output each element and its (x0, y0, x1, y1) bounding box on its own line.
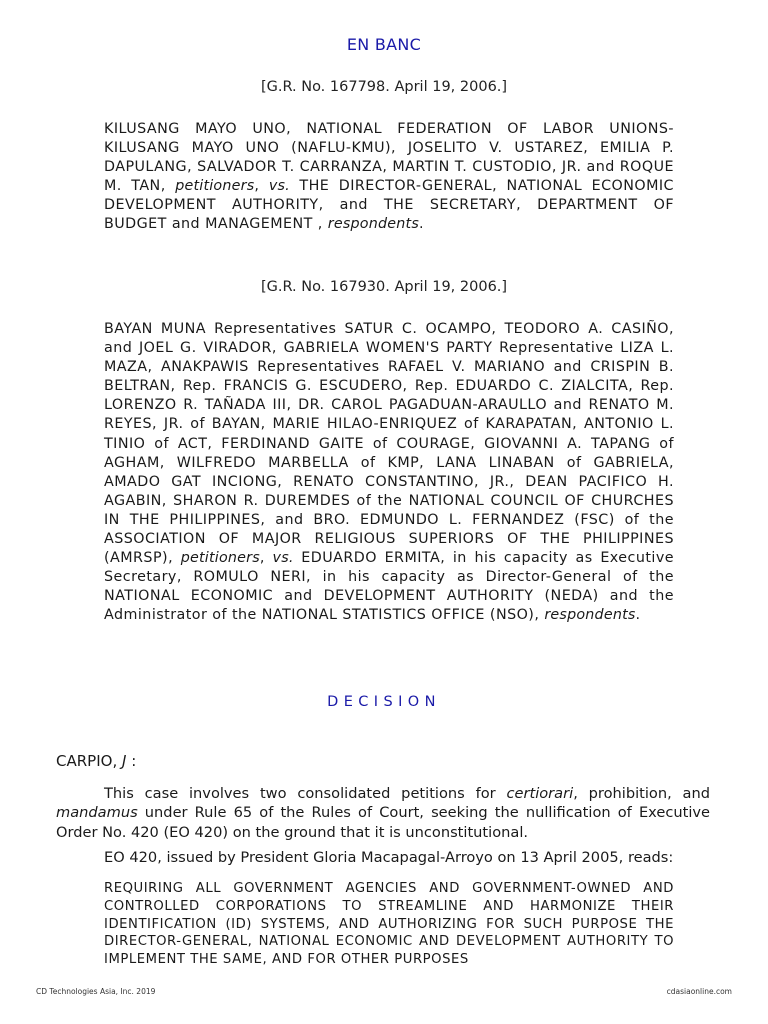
case-2-respondents-label: respondents (544, 607, 636, 624)
para1-certiorari: certiorari (506, 785, 574, 802)
para1-text-a: This case involves two consolidated petitions for (104, 785, 507, 802)
footer-website: cdasiaonline.com (666, 987, 732, 996)
ponente: CARPIO, J : (56, 752, 137, 770)
case-number-2: [G.R. No. 167930. April 19, 2006.] (260, 279, 508, 295)
case-2-petitioners: BAYAN MUNA Representatives SATUR C. OCAMPO, TEODORO A. CASIÑO, and JOEL G. VIRADOR, GABRIELA WOMEN'S PARTY Representative LIZA L. MAZA, ANAKPAWIS Representatives RAFAEL V. MARIANO and CRISPIN B. BELTRAN, Rep. FRANCIS G. ESCUDERO, Rep. EDUARDO C. ZIALCITA, Rep. LORENZO R. TAÑADA III, DR. CAROL PAGADUAN-ARAULLO and RENATO M. REYES, JR. of BAYAN, MARIE HILAO-ENRIQUEZ of KARAPATAN, ANTONIO L. TINIO of ACT, FERDINAND GAITE of COURAGE, GIOVANNI A. TAPANG of AGHAM, WILFREDO MARBELLA of KMP, LANA LINABAN of GABRIELA, AMADO GAT INCIONG, RENATO CONSTANTINO, JR., DEAN PACIFICO H. AGABIN, SHARON R. DUREMDES of the NATIONAL COUNCIL OF CHURCHES IN THE PHILIPPINES, and BRO. EDMUNDO L. FERNANDEZ (FSC) of the ASSOCIATION OF MAJOR RELIGIOUS SUPERIORS OF THE PHILIPPINES (AMRSP) (104, 321, 674, 567)
executive-order-title: REQUIRING ALL GOVERNMENT AGENCIES AND GOVERNMENT-OWNED AND CONTROLLED CORPORATIONS TO STREAMLINE AND HARMONIZE THEIR IDENTIFICATION (ID) SYSTEMS, AND AUTHORIZING FOR SUCH PURPOSE THE DIRECTOR-GENERAL, NATIONAL ECONOMIC AND DEVELOPMENT AUTHORITY TO IMPLEMENT THE SAME, AND FOR OTHER PURPOSES (104, 881, 674, 968)
case-1-respondents-label: respondents (327, 216, 419, 233)
case-1-vs: vs. (268, 178, 290, 195)
decision-heading: DECISION (327, 694, 441, 710)
case-number-1: [G.R. No. 167798. April 19, 2006.] (260, 79, 508, 95)
case-2-parties: BAYAN MUNA Representatives SATUR C. OCAMPO, TEODORO A. CASIÑO, and JOEL G. VIRADOR, GABRIELA WOMEN'S PARTY Representative LIZA L. MAZA, ANAKPAWIS Representatives RAFAEL V. MARIANO and CRISPIN B. BELTRAN, Rep. FRANCIS G. ESCUDERO, Rep. EDUARDO C. ZIALCITA, Rep. LORENZO R. TAÑADA III, DR. CAROL PAGADUAN-ARAULLO and RENATO M. REYES, JR. of BAYAN, MARIE HILAO-ENRIQUEZ of KARAPATAN, ANTONIO L. TINIO of ACT, FERDINAND GAITE of COURAGE, GIOVANNI A. TAPANG of AGHAM, WILFREDO MARBELLA of KMP, LANA LINABAN of GABRIELA, AMADO GAT INCIONG, RENATO CONSTANTINO, JR., DEAN PACIFICO H. AGABIN, SHARON R. DUREMDES of the NATIONAL COUNCIL OF CHURCHES IN THE PHILIPPINES, and BRO. EDMUNDO L. FERNANDEZ (FSC) of the ASSOCIATION OF MAJOR RELIGIOUS SUPERIORS OF THE PHILIPPINES (AMRSP), petitioners, vs. EDUARDO ERMITA, in his capacity as Executive Secretary, ROMULO NERI, in his capacity as Director-General of the NATIONAL ECONOMIC and DEVELOPMENT AUTHORITY (NEDA) and the Administrator of the NATIONAL STATISTICS OFFICE (NSO), respondents. (104, 321, 674, 624)
decision-paragraph-1 (56, 784, 710, 842)
ponente-name: CARPIO (56, 752, 113, 770)
case-1-petitioners: KILUSANG MAYO UNO, NATIONAL FEDERATION OF LABOR UNIONS-KILUSANG MAYO UNO (NAFLU-KMU), JOSELITO V. USTAREZ, EMILIA P. DAPULANG, SALVADOR T. CARRANZA, MARTIN T. CUSTODIO, JR. and ROQUE M. TAN (104, 121, 674, 195)
para1-text-e: under Rule 65 of the Rules of Court, seeking the nullification of Executive Order No. 420 (EO 420) on the ground that it is unconstitutional. (56, 804, 710, 841)
para1-text-c: , prohibition, and (573, 785, 710, 802)
case-2-petitioners-label: petitioners (180, 550, 260, 567)
case-1-petitioners-label: petitioners (175, 178, 255, 195)
footer-publisher: CD Technologies Asia, Inc. 2019 (36, 987, 156, 996)
para1-mandamus: mandamus (56, 804, 138, 822)
decision-paragraph-2: EO 420, issued by President Gloria Macapagal-Arroyo on 13 April 2005, reads: (104, 849, 674, 866)
case-1-respondents: THE DIRECTOR-GENERAL, NATIONAL ECONOMIC DEVELOPMENT AUTHORITY, and THE SECRETARY, DEPARTMENT OF BUDGET and MANAGEMENT (104, 178, 674, 233)
case-2-vs: vs. (272, 550, 294, 567)
case-1-parties: KILUSANG MAYO UNO, NATIONAL FEDERATION OF LABOR UNIONS-KILUSANG MAYO UNO (NAFLU-KMU), JOSELITO V. USTAREZ, EMILIA P. DAPULANG, SALVADOR T. CARRANZA, MARTIN T. CUSTODIO, JR. and ROQUE M. TAN, petitioners, vs. THE DIRECTOR-GENERAL, NATIONAL ECONOMIC DEVELOPMENT AUTHORITY, and THE SECRETARY, DEPARTMENT OF BUDGET and MANAGEMENT , respondents. (104, 121, 674, 233)
ponente-title: J (121, 752, 127, 770)
case-2-respondents: EDUARDO ERMITA, in his capacity as Executive Secretary, ROMULO NERI, in his capacity as Director-General of the NATIONAL ECONOMIC and DEVELOPMENT AUTHORITY (NEDA) and the Administrator of the NATIONAL STATISTICS OFFICE (NSO) (104, 550, 674, 624)
court-division: EN BANC (346, 35, 422, 54)
